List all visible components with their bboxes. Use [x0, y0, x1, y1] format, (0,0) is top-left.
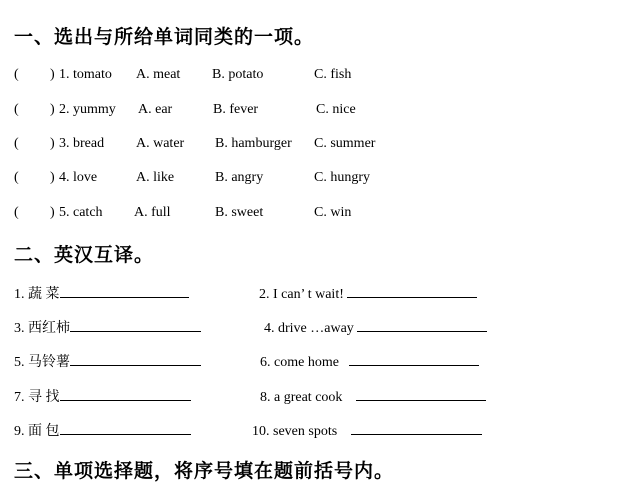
answer-paren-close: ) [50, 102, 55, 117]
answer-paren-close: ) [50, 67, 55, 82]
option-a: A. meat [136, 67, 181, 82]
option-a: A. like [136, 170, 175, 185]
question-row-4 [0, 168, 640, 192]
question-stem: 1. tomato [59, 67, 112, 82]
translation-prompt-left: 7. 寻 找 [14, 390, 60, 405]
option-a: A. ear [138, 102, 173, 117]
question-stem: 4. love [59, 170, 98, 185]
translation-prompt-right: 10. seven spots [252, 424, 338, 439]
answer-paren-open: ( [14, 205, 19, 220]
question-stem: 2. yummy [59, 102, 116, 117]
answer-blank [351, 420, 482, 435]
answer-blank [356, 386, 486, 401]
section-1-heading: 一、选出与所给单词同类的一项。 [14, 26, 315, 48]
question-row-3 [0, 134, 640, 158]
translation-prompt-right: 2. I can’ t wait! [259, 287, 344, 302]
translation-prompt-right: 6. come home [260, 355, 339, 370]
answer-paren-close: ) [50, 136, 55, 151]
translation-row-1 [0, 283, 640, 307]
question-row-1 [0, 65, 640, 89]
answer-blank [347, 283, 477, 298]
answer-blank [60, 283, 189, 298]
option-a: A. water [136, 136, 185, 151]
answer-blank [70, 351, 201, 366]
section-2-heading: 二、英汉互译。 [14, 244, 155, 266]
answer-blank [357, 317, 487, 332]
translation-row-4 [0, 386, 640, 410]
option-b: B. fever [213, 102, 259, 117]
answer-paren-close: ) [50, 205, 55, 220]
translation-row-5 [0, 420, 640, 444]
question-row-5 [0, 203, 640, 227]
answer-blank [60, 420, 191, 435]
option-c: C. win [314, 205, 352, 220]
option-b: B. potato [212, 67, 264, 82]
answer-blank [349, 351, 479, 366]
answer-blank [60, 386, 191, 401]
translation-prompt-left: 5. 马铃薯 [14, 355, 70, 370]
translation-prompt-right: 8. a great cook [260, 390, 343, 405]
answer-paren-open: ( [14, 136, 19, 151]
question-stem: 3. bread [59, 136, 105, 151]
option-b: B. sweet [215, 205, 264, 220]
option-c: C. nice [316, 102, 356, 117]
answer-paren-open: ( [14, 67, 19, 82]
translation-prompt-left: 3. 西红柿 [14, 321, 70, 336]
option-c: C. fish [314, 67, 352, 82]
answer-paren-open: ( [14, 102, 19, 117]
option-c: C. summer [314, 136, 376, 151]
question-row-2 [0, 100, 640, 124]
option-b: B. angry [215, 170, 264, 185]
translation-prompt-left: 9. 面 包 [14, 424, 60, 439]
translation-prompt-right: 4. drive …away [264, 321, 354, 336]
translation-row-2 [0, 317, 640, 341]
answer-paren-close: ) [50, 170, 55, 185]
translation-row-3 [0, 351, 640, 375]
question-stem: 5. catch [59, 205, 103, 220]
option-b: B. hamburger [215, 136, 292, 151]
option-a: A. full [134, 205, 171, 220]
answer-paren-open: ( [14, 170, 19, 185]
option-c: C. hungry [314, 170, 370, 185]
translation-prompt-left: 1. 蔬 菜 [14, 287, 60, 302]
section-3-heading: 三、单项选择题，将序号填在题前括号内。 [14, 460, 395, 482]
answer-blank [70, 317, 201, 332]
